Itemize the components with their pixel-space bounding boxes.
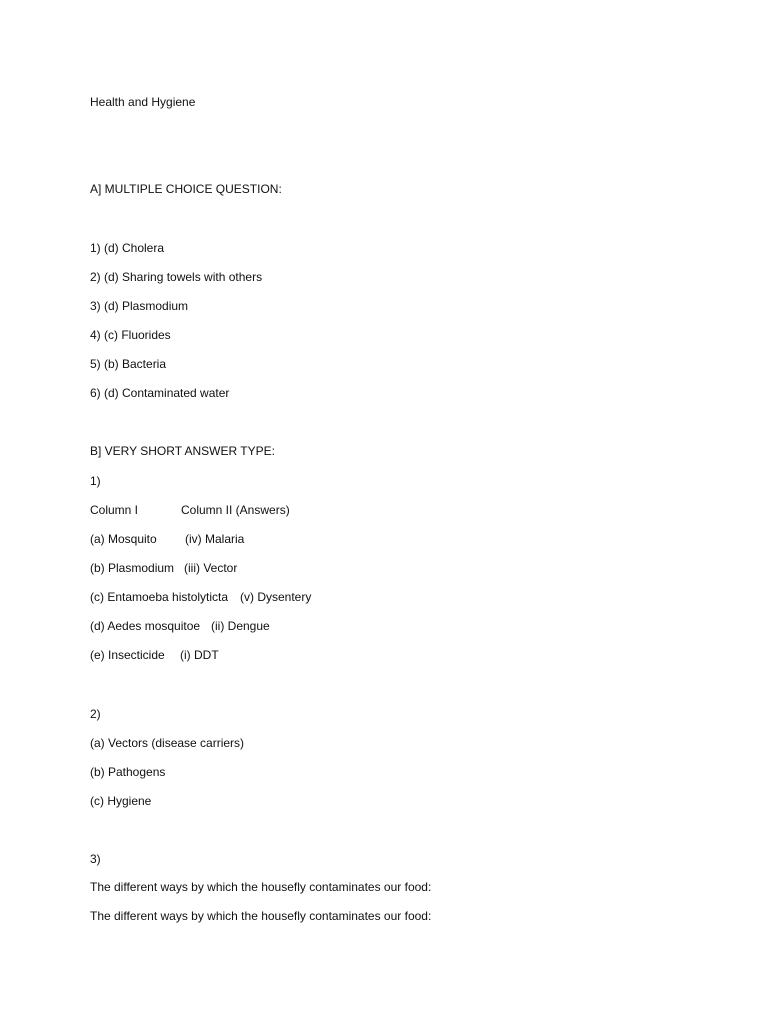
match-row-col1: (a) Mosquito [90,532,157,546]
match-row-col1: (c) Entamoeba histolyticta [90,590,229,604]
match-row-col2: (i) DDT [180,648,219,662]
match-row-col1: (e) Insecticide [90,648,165,662]
mcq-answer: 5) (b) Bacteria [90,357,167,371]
match-row-col2: (v) Dysentery [240,590,312,604]
question-2-answer: (c) Hygiene [90,794,152,808]
section-a-heading: A] MULTIPLE CHOICE QUESTION: [90,182,282,196]
question-3-number: 3) [90,852,101,866]
mcq-answer: 1) (d) Cholera [90,241,165,255]
match-header-col1: Column I [90,503,139,517]
match-row-col1: (d) Aedes mosquitoe [90,619,201,633]
match-row-col1: (b) Plasmodium [90,561,175,575]
match-row-col2: (ii) Dengue [211,619,270,633]
mcq-answer: 3) (d) Plasmodium [90,299,189,313]
question-2-answer: (b) Pathogens [90,765,166,779]
match-row-col2: (iii) Vector [184,561,238,575]
mcq-answer: 2) (d) Sharing towels with others [90,270,263,284]
match-header-col2: Column II (Answers) [181,503,290,517]
section-b-heading: B] VERY SHORT ANSWER TYPE: [90,444,275,458]
question-1-number: 1) [90,474,101,488]
question-3-text: The different ways by which the housefly contaminates our food: [90,880,432,894]
page-title: Health and Hygiene [90,95,196,109]
match-row-col2: (iv) Malaria [185,532,245,546]
question-3-text: The different ways by which the housefly contaminates our food: [90,909,432,923]
question-2-answer: (a) Vectors (disease carriers) [90,736,245,750]
question-2-number: 2) [90,707,101,721]
mcq-answer: 4) (c) Fluorides [90,328,171,342]
mcq-answer: 6) (d) Contaminated water [90,386,230,400]
